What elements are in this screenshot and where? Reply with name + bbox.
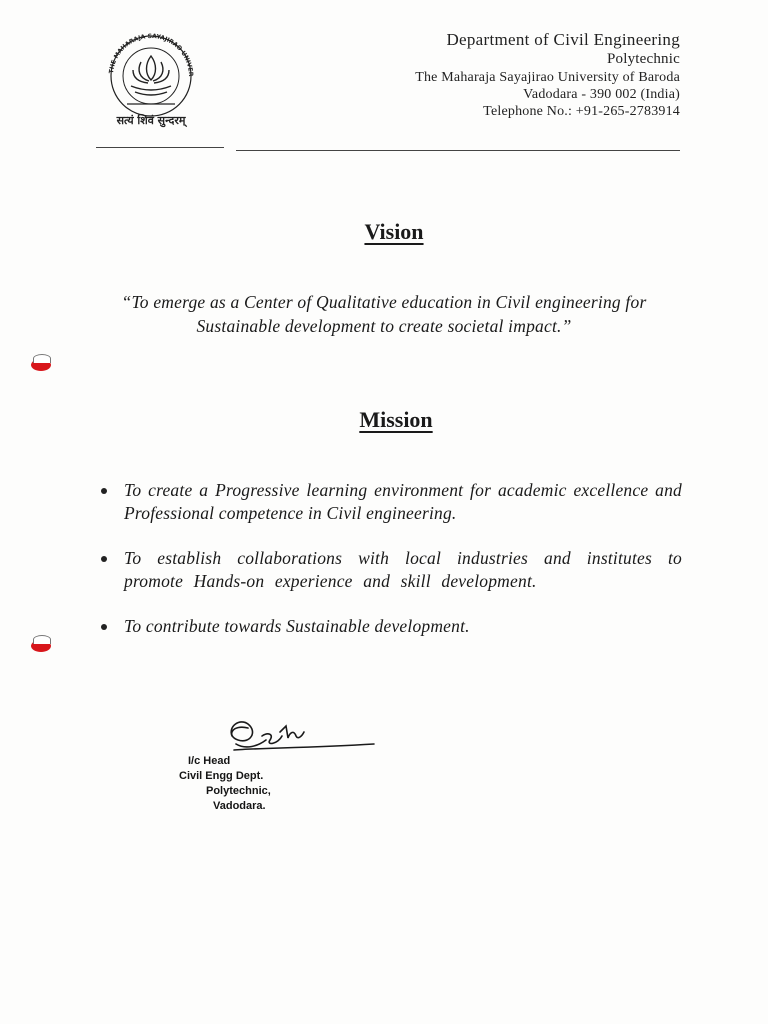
svg-text:THE MAHARAJA SAYAJIRAO UNIVERS [93,30,194,77]
logo-ring-text: THE MAHARAJA SAYAJIRAO UNIVER [108,32,195,77]
header-divider-left [96,147,224,148]
university-logo [93,30,221,130]
department-name: Department of Civil Engineering [446,30,680,49]
stamp-line: Polytechnic, [206,785,271,797]
punch-hole [31,640,51,652]
logo-motto: सत्यं शिवं सुन्दरम् [116,114,186,127]
institute-name: Polytechnic [606,51,680,67]
mission-item: To establish collaborations with local industries and institutes to promote Hands-on experience and skill development. [100,547,682,593]
stamp-line: Vadodara. [213,800,266,812]
telephone-line: Telephone No.: +91-265-2783914 [483,104,680,119]
mission-heading: Mission [359,407,433,432]
stamp-line: Civil Engg Dept. [179,770,264,782]
department-stamp [176,754,316,814]
mission-item: To contribute towards Sustainable development. [100,615,682,638]
university-name: The Maharaja Sayajirao University of Baroda [415,70,680,85]
vision-statement: “To emerge as a Center of Qualitative education in Civil engineering for Sustainable development to create societal impact.” [121,292,647,336]
address-line: Vadodara - 390 002 (India) [523,87,680,102]
letterhead-address [415,30,680,120]
vision-heading: Vision [364,219,424,244]
mission-list [100,479,682,660]
mission-item: To create a Progressive learning environment for academic excellence and Professional competence in Civil engineering. [100,479,682,525]
stamp-line: I/c Head [188,755,231,767]
punch-hole [31,359,51,371]
header-divider-right [236,150,680,151]
